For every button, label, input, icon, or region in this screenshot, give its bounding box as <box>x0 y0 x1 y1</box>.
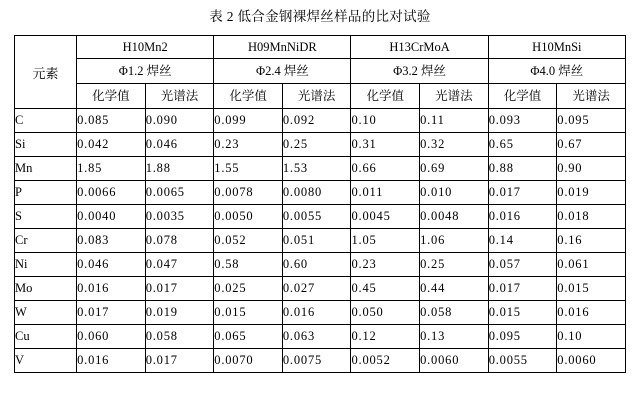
value-cell: 0.095 <box>488 325 557 349</box>
value-cell: 0.0060 <box>557 349 626 373</box>
element-name: Cr <box>15 229 77 253</box>
value-cell: 0.093 <box>488 109 557 133</box>
value-cell: 0.65 <box>488 133 557 157</box>
value-cell: 0.042 <box>77 133 146 157</box>
group-wire-2: Φ3.2 焊丝 <box>351 59 488 84</box>
value-cell: 0.23 <box>214 133 283 157</box>
group-wire-3: Φ4.0 焊丝 <box>488 59 625 84</box>
row-header-label: 元素 <box>15 36 77 109</box>
value-cell: 0.25 <box>420 253 489 277</box>
table-row <box>15 181 626 205</box>
element-name: W <box>15 301 77 325</box>
element-name: Ni <box>15 253 77 277</box>
value-cell: 0.046 <box>145 133 214 157</box>
comparison-table <box>14 35 626 373</box>
table-body <box>15 109 626 373</box>
value-cell: 0.0060 <box>420 349 489 373</box>
value-cell: 0.015 <box>557 277 626 301</box>
value-cell: 1.05 <box>351 229 420 253</box>
value-cell: 0.0035 <box>145 205 214 229</box>
value-cell: 0.016 <box>488 205 557 229</box>
value-cell: 0.015 <box>214 301 283 325</box>
value-cell: 0.0050 <box>214 205 283 229</box>
header-row-group <box>15 36 626 59</box>
element-name: V <box>15 349 77 373</box>
value-cell: 0.016 <box>77 349 146 373</box>
group-header-0: H10Mn2 <box>77 36 214 59</box>
element-name: Si <box>15 133 77 157</box>
value-cell: 0.0075 <box>282 349 351 373</box>
value-cell: 0.017 <box>488 181 557 205</box>
group-header-3: H10MnSi <box>488 36 625 59</box>
value-cell: 0.017 <box>488 277 557 301</box>
sub-header-1-chem: 化学值 <box>214 84 283 109</box>
sub-header-0-spec: 光谱法 <box>145 84 214 109</box>
value-cell: 0.0048 <box>420 205 489 229</box>
value-cell: 0.099 <box>214 109 283 133</box>
value-cell: 0.016 <box>77 277 146 301</box>
value-cell: 0.060 <box>77 325 146 349</box>
header-row-wire <box>15 59 626 84</box>
value-cell: 0.016 <box>282 301 351 325</box>
value-cell: 0.052 <box>214 229 283 253</box>
value-cell: 0.025 <box>214 277 283 301</box>
value-cell: 0.67 <box>557 133 626 157</box>
value-cell: 0.0078 <box>214 181 283 205</box>
value-cell: 0.058 <box>145 325 214 349</box>
table-row <box>15 229 626 253</box>
value-cell: 0.0055 <box>282 205 351 229</box>
value-cell: 0.010 <box>420 181 489 205</box>
table-row <box>15 253 626 277</box>
value-cell: 0.23 <box>351 253 420 277</box>
value-cell: 0.0066 <box>77 181 146 205</box>
table-row <box>15 301 626 325</box>
value-cell: 0.083 <box>77 229 146 253</box>
value-cell: 0.057 <box>488 253 557 277</box>
value-cell: 0.047 <box>145 253 214 277</box>
value-cell: 0.050 <box>351 301 420 325</box>
table-row <box>15 157 626 181</box>
value-cell: 0.45 <box>351 277 420 301</box>
value-cell: 0.25 <box>282 133 351 157</box>
value-cell: 0.065 <box>214 325 283 349</box>
table-row <box>15 349 626 373</box>
value-cell: 0.10 <box>557 325 626 349</box>
value-cell: 0.0055 <box>488 349 557 373</box>
value-cell: 0.011 <box>351 181 420 205</box>
value-cell: 0.14 <box>488 229 557 253</box>
value-cell: 0.0080 <box>282 181 351 205</box>
element-name: Cu <box>15 325 77 349</box>
element-name: C <box>15 109 77 133</box>
value-cell: 0.10 <box>351 109 420 133</box>
table-row <box>15 205 626 229</box>
value-cell: 0.015 <box>488 301 557 325</box>
value-cell: 0.88 <box>488 157 557 181</box>
value-cell: 0.90 <box>557 157 626 181</box>
value-cell: 0.018 <box>557 205 626 229</box>
value-cell: 0.019 <box>145 301 214 325</box>
table-row <box>15 277 626 301</box>
value-cell: 0.16 <box>557 229 626 253</box>
value-cell: 0.0045 <box>351 205 420 229</box>
value-cell: 1.53 <box>282 157 351 181</box>
value-cell: 0.60 <box>282 253 351 277</box>
group-wire-1: Φ2.4 焊丝 <box>214 59 351 84</box>
value-cell: 0.017 <box>77 301 146 325</box>
value-cell: 0.051 <box>282 229 351 253</box>
value-cell: 0.0070 <box>214 349 283 373</box>
value-cell: 0.061 <box>557 253 626 277</box>
value-cell: 0.66 <box>351 157 420 181</box>
value-cell: 0.31 <box>351 133 420 157</box>
table-caption: 表 2 低合金钢裸焊丝样品的比对试验 <box>209 9 431 24</box>
element-name: P <box>15 181 77 205</box>
value-cell: 0.11 <box>420 109 489 133</box>
sub-header-3-chem: 化学值 <box>488 84 557 109</box>
value-cell: 0.44 <box>420 277 489 301</box>
group-wire-0: Φ1.2 焊丝 <box>77 59 214 84</box>
group-header-2: H13CrMoA <box>351 36 488 59</box>
value-cell: 0.0040 <box>77 205 146 229</box>
value-cell: 0.0065 <box>145 181 214 205</box>
group-header-1: H09MnNiDR <box>214 36 351 59</box>
value-cell: 0.078 <box>145 229 214 253</box>
value-cell: 0.12 <box>351 325 420 349</box>
value-cell: 0.063 <box>282 325 351 349</box>
value-cell: 0.0052 <box>351 349 420 373</box>
value-cell: 0.090 <box>145 109 214 133</box>
value-cell: 0.017 <box>145 277 214 301</box>
value-cell: 1.88 <box>145 157 214 181</box>
value-cell: 0.092 <box>282 109 351 133</box>
value-cell: 1.85 <box>77 157 146 181</box>
sub-header-2-chem: 化学值 <box>351 84 420 109</box>
sub-header-1-spec: 光谱法 <box>282 84 351 109</box>
value-cell: 0.095 <box>557 109 626 133</box>
value-cell: 0.085 <box>77 109 146 133</box>
element-name: S <box>15 205 77 229</box>
value-cell: 0.046 <box>77 253 146 277</box>
element-name: Mo <box>15 277 77 301</box>
value-cell: 1.55 <box>214 157 283 181</box>
table-row <box>15 325 626 349</box>
header-row-sub <box>15 84 626 109</box>
sub-header-3-spec: 光谱法 <box>557 84 626 109</box>
table-head <box>15 36 626 109</box>
element-name: Mn <box>15 157 77 181</box>
value-cell: 0.58 <box>214 253 283 277</box>
value-cell: 0.32 <box>420 133 489 157</box>
table-row <box>15 133 626 157</box>
value-cell: 0.016 <box>557 301 626 325</box>
value-cell: 0.058 <box>420 301 489 325</box>
sub-header-2-spec: 光谱法 <box>420 84 489 109</box>
value-cell: 0.13 <box>420 325 489 349</box>
value-cell: 0.017 <box>145 349 214 373</box>
value-cell: 0.019 <box>557 181 626 205</box>
sub-header-0-chem: 化学值 <box>77 84 146 109</box>
value-cell: 0.027 <box>282 277 351 301</box>
table-row <box>15 109 626 133</box>
value-cell: 0.69 <box>420 157 489 181</box>
value-cell: 1.06 <box>420 229 489 253</box>
